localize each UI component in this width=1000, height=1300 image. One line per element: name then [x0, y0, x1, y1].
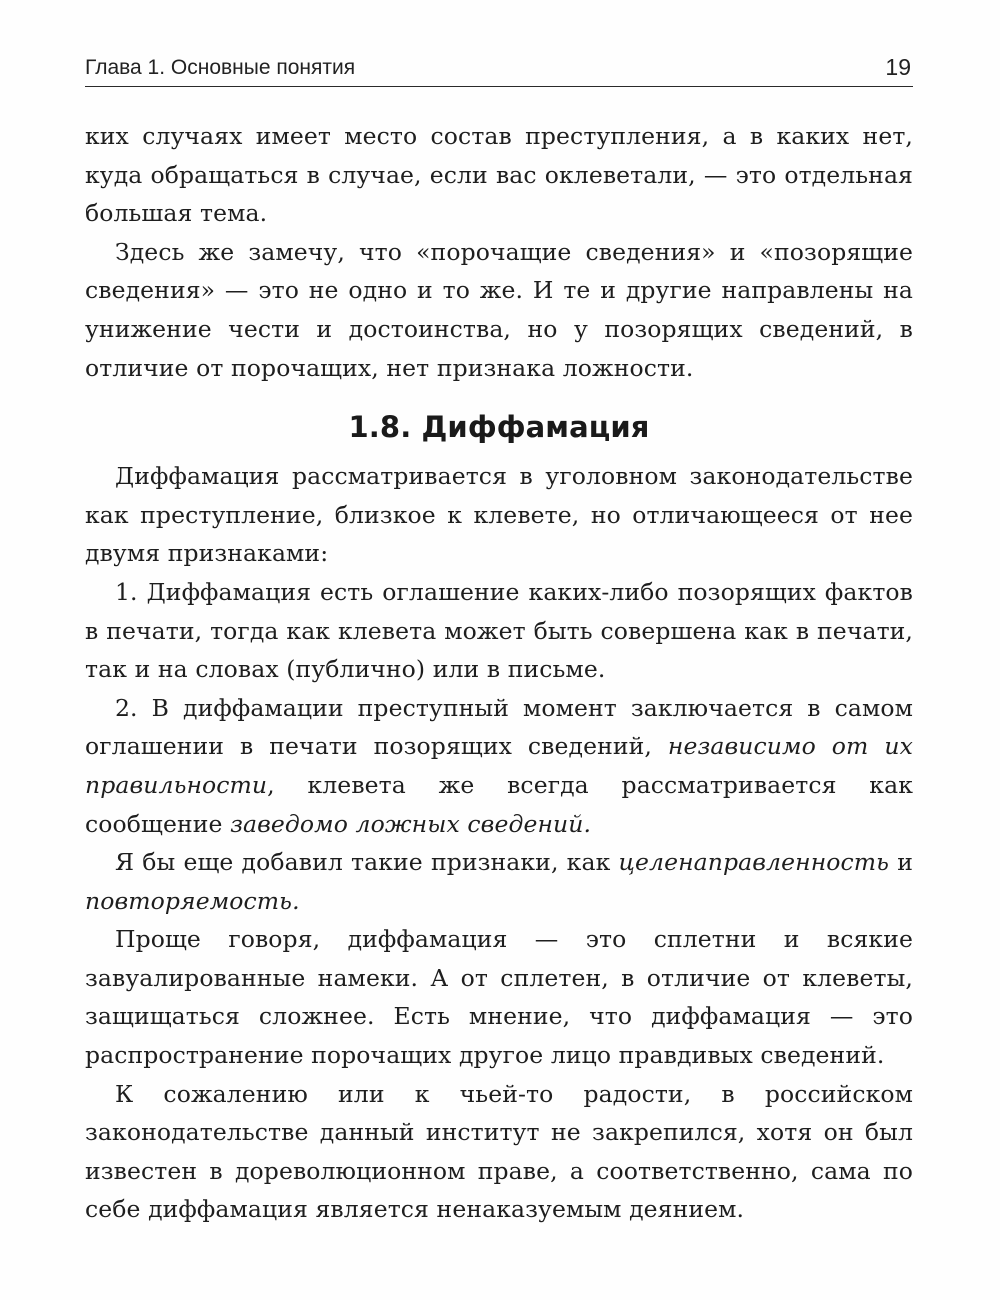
paragraph — [85, 843, 913, 920]
paragraphs-after-section — [85, 457, 913, 1229]
body-text — [85, 117, 913, 1229]
paragraph — [85, 117, 913, 233]
text-run: К сожалению или к чьей-то радости, в российском законодательстве данный институт не закрепился, хотя он был известен в дореволюционном праве, а соответственно, сама по себе диффамация является ненаказуемым деянием. — [85, 1079, 913, 1224]
text-run: Я бы еще добавил такие признаки, как — [115, 848, 619, 877]
paragraph — [85, 573, 913, 689]
chapter-title: Глава 1. Основные понятия — [85, 56, 356, 79]
paragraph — [85, 1075, 913, 1229]
italic-text: заведомо ложных сведений. — [230, 809, 592, 838]
paragraphs-before-section — [85, 117, 913, 387]
text-run: , клевета же всегда рассматривается как сообщение — [85, 770, 913, 838]
page-number: 19 — [885, 54, 911, 80]
paragraph — [85, 233, 913, 387]
running-header — [85, 50, 913, 87]
text-run: 1. Диффамация есть оглашение каких-либо позорящих фактов в печати, тогда как клевета может быть совершена как в печати, так и на словах (публично) или в письме. — [85, 577, 913, 684]
text-run: Здесь же замечу, что «порочащие сведения» и «позорящие сведения» — это не одно и то же. И те и другие направлены на унижение чести и достоинства, но у позорящих сведений, в отличие от порочащих, нет признака ложности. — [85, 237, 913, 382]
text-run: ких случаях имеет место состав преступления, а в каких нет, куда обращаться в случае, если вас оклеветали, — это отдельная большая тема. — [85, 122, 913, 228]
text-run: и — [889, 848, 913, 877]
text-run: 2. В диффамации преступный момент заключается в самом оглашении в печати позорящих сведений, — [85, 693, 913, 761]
text-run: Диффамация рассматривается в уголовном законодательстве как преступление, близкое к клевете, но отличающееся от нее двумя признаками: — [85, 462, 913, 568]
paragraph — [85, 457, 913, 573]
section-heading: 1.8. Диффамация — [348, 410, 650, 445]
italic-text: целенаправленность — [618, 848, 890, 877]
italic-text: повторяемость. — [85, 886, 300, 915]
text-run: Проще говоря, диффамация — это сплетни и всякие завуалированные намеки. А от сплетен, в отличие от клеветы, защищаться сложнее. Есть мнение, что диффамация — это распространение порочащих другое лицо правдивых сведений. — [85, 925, 913, 1070]
italic-text: независимо от их правильности — [85, 732, 913, 799]
paragraph — [85, 689, 913, 843]
paragraph — [85, 920, 913, 1074]
